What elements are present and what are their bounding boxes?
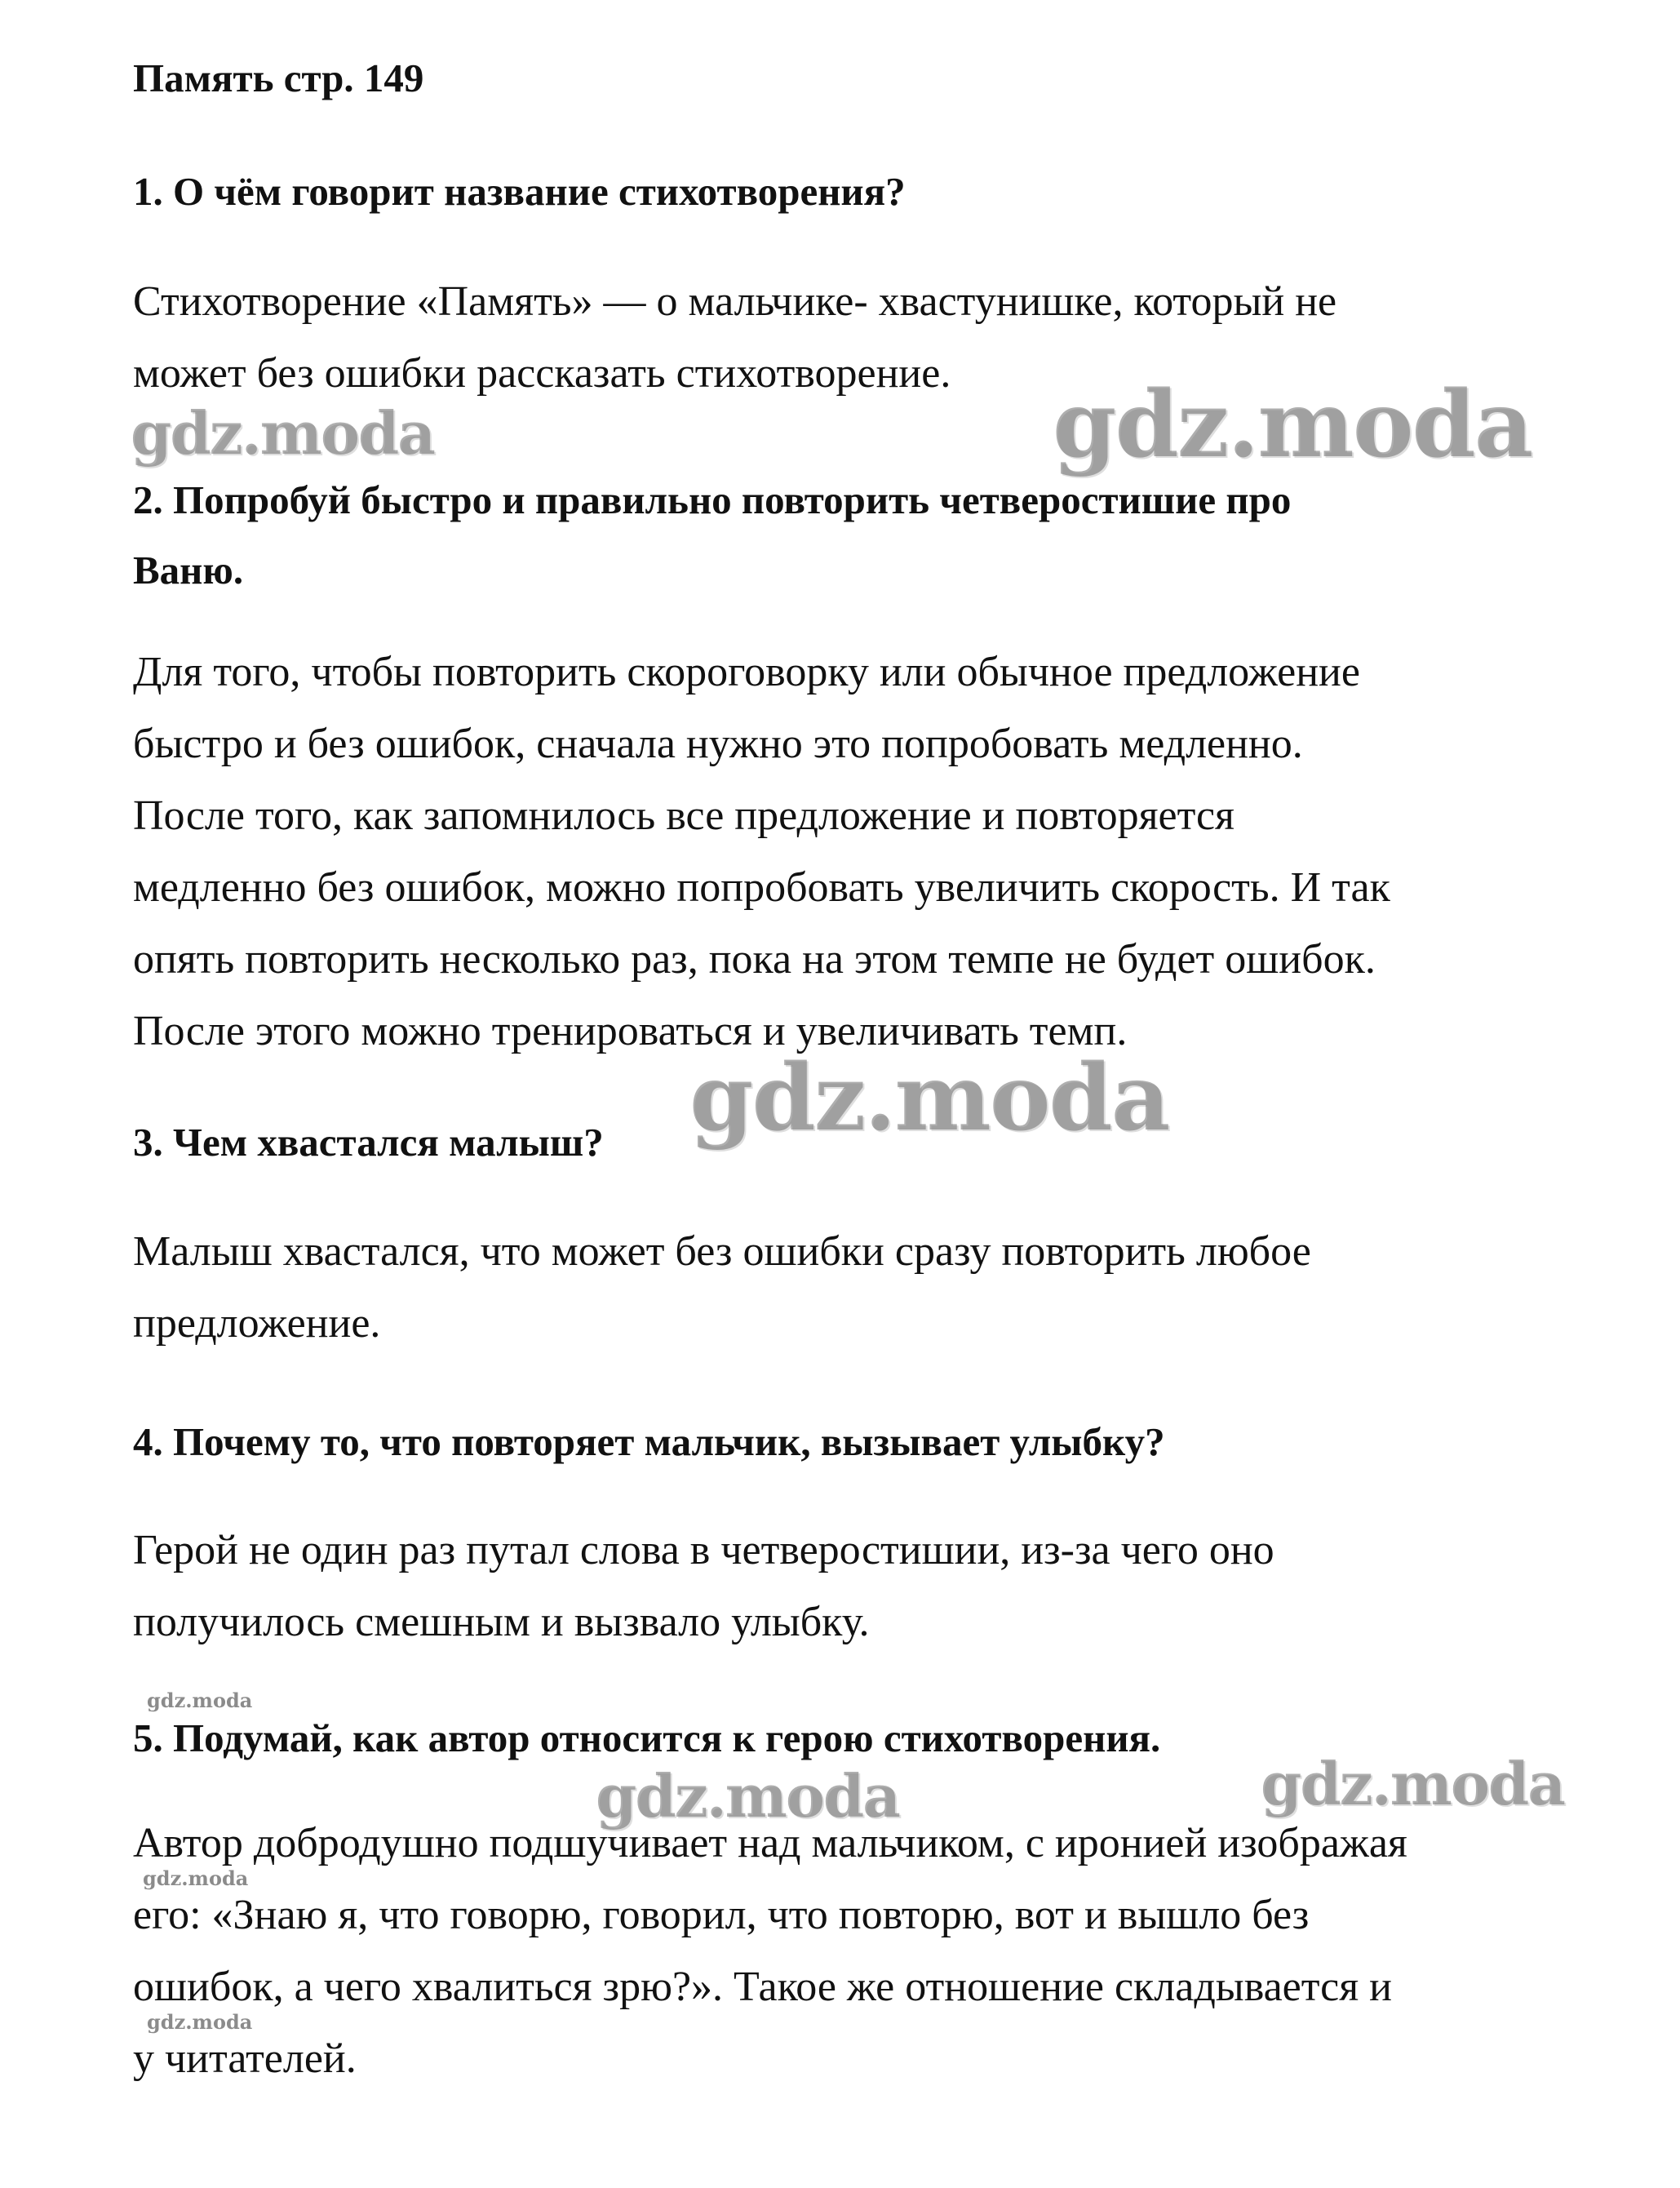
answer-5-line-4: у читателей.: [133, 2035, 357, 2082]
answer-1-line-1: Стихотворение «Память» — о мальчике- хвастунишке, который не: [133, 278, 1337, 325]
answer-2-line-2: быстро и без ошибок, сначала нужно это попробовать медленно.: [133, 721, 1303, 767]
question-5: 5. Подумай, как автор относится к герою стихотворения.: [133, 1715, 1161, 1760]
answer-4-line-1: Герой не один раз путал слова в четверостишии, из-за чего оно: [133, 1527, 1274, 1573]
answer-4-line-2: получилось смешным и вызвало улыбку.: [133, 1599, 870, 1645]
question-4: 4. Почему то, что повторяет мальчик, вызывает улыбку?: [133, 1419, 1165, 1464]
answer-3: [133, 1216, 1602, 1360]
watermark: gdz.moda: [596, 1761, 899, 1831]
watermark: gdz.moda: [131, 398, 434, 468]
watermark: gdz.moda: [689, 1045, 1169, 1152]
question-3: 3. Чем хвастался малыш?: [133, 1120, 604, 1165]
page-title: Память стр. 149: [133, 55, 424, 100]
question-2: [133, 465, 1291, 606]
answer-2-line-3: После того, как запомнилось все предложение и повторяется: [133, 792, 1235, 839]
watermark: gdz.moda: [1053, 371, 1532, 478]
answer-3-line-1: Малыш хвастался, что может без ошибки сразу повторить любое: [133, 1228, 1311, 1275]
answer-4: [133, 1515, 1602, 1658]
answer-2-line-5: опять повторить несколько раз, пока на этом темпе не будет ошибок.: [133, 936, 1376, 983]
question-1: 1. О чём говорит название стихотворения?: [133, 169, 906, 214]
answer-3-line-2: предложение.: [133, 1300, 381, 1347]
answer-2-line-6: После этого можно тренироваться и увеличивать темп.: [133, 1008, 1128, 1054]
question-2-line-2: Ваню.: [133, 548, 244, 592]
watermark: gdz.moda: [1261, 1749, 1564, 1818]
answer-5-line-1: Автор добродушно подшучивает над мальчиком, с иронией изображая: [133, 1820, 1407, 1866]
answer-1-line-2: может без ошибки рассказать стихотворение.: [133, 350, 951, 397]
answer-5-line-2: его: «Знаю я, что говорю, говорил, что повторю, вот и вышло без: [133, 1892, 1310, 1938]
answer-5-line-3: ошибок, а чего хвалиться зрю?». Такое же отношение складывается и: [133, 1964, 1392, 2010]
watermark: gdz.moda: [147, 2010, 253, 2034]
watermark: gdz.moda: [147, 1689, 253, 1712]
answer-2: [133, 637, 1602, 1067]
answer-2-line-1: Для того, чтобы повторить скороговорку или обычное предложение: [133, 649, 1360, 695]
question-2-line-1: 2. Попробуй быстро и правильно повторить четверостишие про: [133, 477, 1292, 522]
answer-2-line-4: медленно без ошибок, можно попробовать увеличить скорость. И так: [133, 864, 1390, 911]
answer-5: [133, 1808, 1602, 2095]
watermark: gdz.moda: [143, 1866, 249, 1890]
